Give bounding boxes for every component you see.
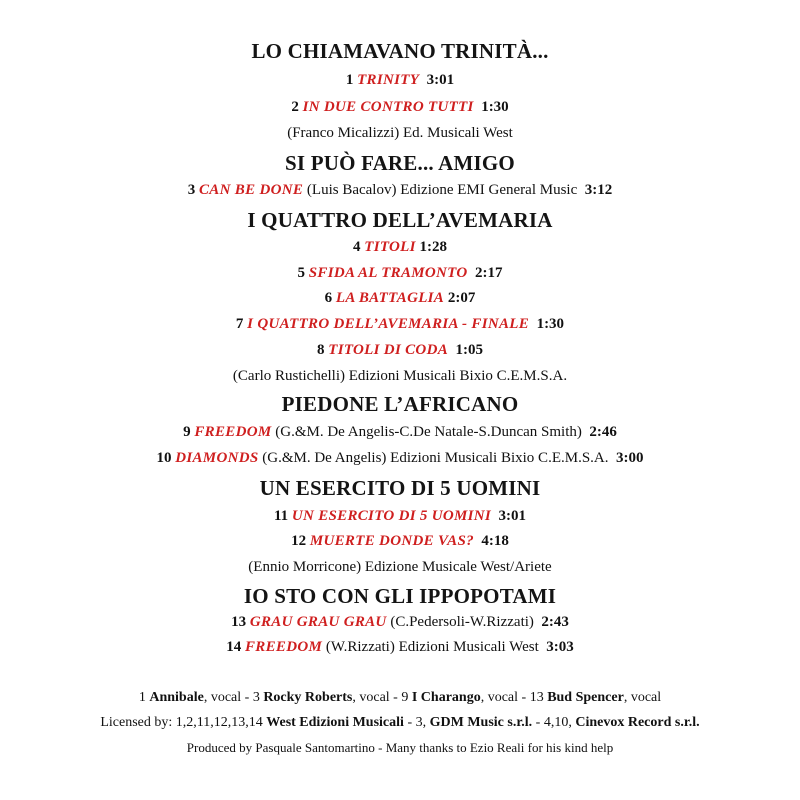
track-row (0, 340, 800, 360)
track-row (0, 97, 800, 117)
track-credit: (W.Rizzati) Edizioni Musicali West (325, 639, 539, 655)
track-duration: 2:07 (447, 290, 476, 306)
licensed-tracks: 3, (415, 715, 427, 730)
track-title: CAN BE DONE (199, 182, 304, 198)
track-number: 10 (156, 450, 172, 466)
track-number: 9 (183, 424, 191, 440)
track-title: LA BATTAGLIA (335, 290, 445, 306)
vocalist-name: I Charango (411, 690, 481, 705)
track-duration: 3:03 (546, 639, 574, 655)
track-duration: 1:30 (536, 316, 565, 332)
publisher-credit: (Franco Micalizzi) Ed. Musicali West (287, 125, 513, 141)
track-row (0, 237, 800, 257)
vocal-track-num: 3 (252, 690, 260, 705)
track-row (0, 422, 800, 442)
track-row (0, 288, 800, 308)
track-row (0, 70, 800, 90)
track-title: FREEDOM (194, 424, 272, 440)
track-credit: (Luis Bacalov) Edizione EMI General Music (306, 182, 578, 198)
licensed-prefix: Licensed by: (100, 715, 176, 730)
section-heading: IO STO CON GLI IPPOPOTAMI (243, 584, 557, 608)
vocal-credits (0, 688, 800, 708)
track-row (0, 637, 800, 657)
track-title: MUERTE DONDE VAS? (309, 533, 474, 549)
track-title: I QUATTRO DELL’AVEMARIA - FINALE (247, 316, 530, 332)
vocalist-name: Rocky Roberts (263, 690, 353, 705)
vocalist-name: Bud Spencer (547, 690, 624, 705)
track-credit: (C.Pedersoli-W.Rizzati) (390, 614, 534, 630)
section-heading: SI PUÒ FARE... AMIGO (285, 151, 515, 175)
track-number: 6 (324, 290, 333, 306)
track-duration: 3:01 (498, 508, 527, 524)
track-title: UN ESERCITO DI 5 UOMINI (291, 508, 492, 524)
track-duration: 1:28 (419, 239, 448, 255)
track-number: 7 (235, 316, 244, 332)
track-duration: 1:05 (455, 342, 484, 358)
track-number: 11 (273, 508, 289, 524)
vocal-role: , vocal - (203, 690, 253, 705)
licensed-tracks: 1,2,11,12,13,14 (175, 715, 263, 730)
track-row (0, 531, 800, 551)
track-row (0, 448, 800, 468)
track-number: 3 (187, 182, 196, 198)
section-heading: PIEDONE L’AFRICANO (281, 392, 519, 416)
track-number: 12 (291, 533, 307, 549)
track-title: GRAU GRAU GRAU (249, 614, 387, 630)
track-number: 5 (297, 265, 305, 281)
track-duration: 4:18 (481, 533, 509, 549)
licensing-credits (0, 713, 800, 733)
track-duration: 2:43 (541, 614, 569, 630)
track-number: 2 (291, 99, 299, 115)
track-title: SFIDA AL TRAMONTO (308, 265, 468, 281)
track-row (0, 263, 800, 283)
track-number: 8 (316, 342, 325, 358)
track-duration: 2:46 (589, 424, 617, 440)
licensor-name: Cinevox Record s.r.l. (575, 715, 700, 730)
publisher-credit: (Ennio Morricone) Edizione Musicale West/Ariete (248, 559, 552, 575)
vocalist-name: Annibale (149, 690, 204, 705)
vocal-track-num: 13 (529, 690, 544, 705)
track-row (0, 180, 800, 200)
section-heading: LO CHIAMAVANO TRINITÀ... (251, 39, 549, 63)
track-duration: 3:00 (616, 450, 644, 466)
track-number: 4 (352, 239, 361, 255)
production-credit: Produced by Pasquale Santomartino - Many thanks to Ezio Reali for his kind help (186, 740, 614, 755)
vocal-role: , vocal - (352, 690, 402, 705)
section-heading: UN ESERCITO DI 5 UOMINI (259, 476, 541, 500)
track-title: DIAMONDS (175, 450, 259, 466)
track-title: TRINITY (357, 72, 420, 88)
track-row (0, 612, 800, 632)
track-row (0, 314, 800, 334)
vocal-track-num: 9 (401, 690, 409, 705)
licensed-sep: - (532, 715, 544, 730)
track-title: FREEDOM (244, 639, 323, 655)
track-number: 14 (226, 639, 242, 655)
licensor-name: GDM Music s.r.l. (429, 715, 533, 730)
track-duration: 3:01 (426, 72, 455, 88)
track-number: 1 (345, 72, 354, 88)
track-title: TITOLI (364, 239, 416, 255)
track-row (0, 506, 800, 526)
track-title: TITOLI DI CODA (328, 342, 449, 358)
section-heading: I QUATTRO DELL’AVEMARIA (247, 208, 553, 232)
licensed-tracks: 4,10, (543, 715, 572, 730)
track-credit: (G.&M. De Angelis-C.De Natale-S.Duncan Smith) (275, 424, 582, 440)
track-duration: 3:12 (584, 182, 613, 198)
publisher-credit: (Carlo Rustichelli) Edizioni Musicali Bixio C.E.M.S.A. (232, 368, 568, 384)
track-duration: 1:30 (481, 99, 509, 115)
vocal-role: , vocal (623, 690, 662, 705)
licensor-name: West Edizioni Musicali (266, 715, 404, 730)
track-credit: (G.&M. De Angelis) Edizioni Musicali Bixio C.E.M.S.A. (262, 450, 609, 466)
track-number: 13 (231, 614, 247, 630)
track-title: IN DUE CONTRO TUTTI (302, 99, 474, 115)
vocal-role: , vocal - (480, 690, 530, 705)
vocal-track-num: 1 (138, 690, 146, 705)
licensed-sep: - (403, 715, 416, 730)
track-duration: 2:17 (475, 265, 503, 281)
